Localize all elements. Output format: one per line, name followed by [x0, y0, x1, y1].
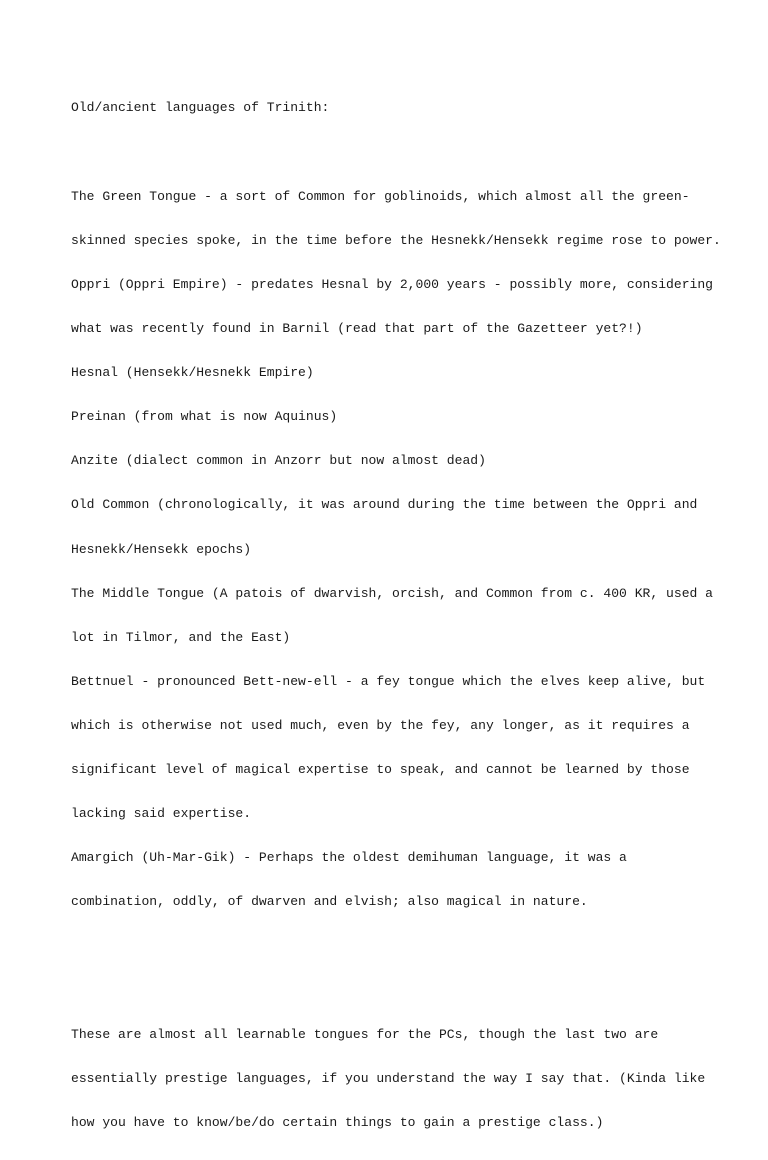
- text-line: [71, 939, 731, 954]
- text-line: The Middle Tongue (A patois of dwarvish, orcish, and Common from c. 400 KR, used a: [71, 585, 714, 601]
- document-body: [71, 72, 731, 1160]
- text-line: combination, oddly, of dwarven and elvish; also magical in nature.: [71, 894, 588, 910]
- text-line: significant level of magical expertise to speak, and cannot be learned by those: [71, 762, 690, 778]
- text-line: essentially prestige languages, if you understand the way I say that. (Kinda like: [71, 1070, 706, 1086]
- text-line: Hesnal (Hensekk/Hesnekk Empire): [71, 365, 314, 381]
- text-line: Preinan (from what is now Aquinus): [71, 409, 338, 425]
- text-line: Amargich (Uh-Mar-Gik) - Perhaps the oldest demihuman language, it was a: [71, 850, 627, 866]
- text-line: how you have to know/be/do certain things to gain a prestige class.): [71, 1114, 604, 1130]
- text-line: lot in Tilmor, and the East): [71, 629, 291, 645]
- text-line: Old/ancient languages of Trinith:: [71, 100, 330, 116]
- text-line: Bettnuel - pronounced Bett-new-ell - a fey tongue which the elves keep alive, but: [71, 673, 706, 689]
- text-line: lacking said expertise.: [71, 806, 252, 822]
- text-line: Hesnekk/Hensekk epochs): [71, 541, 252, 557]
- text-line: skinned species spoke, in the time before the Hesnekk/Hensekk regime rose to power.: [71, 232, 721, 248]
- text-line: which is otherwise not used much, even by the fey, any longer, as it requires a: [71, 717, 690, 733]
- text-line: Old Common (chronologically, it was around during the time between the Oppri and: [71, 497, 698, 513]
- text-line: what was recently found in Barnil (read that part of the Gazetteer yet?!): [71, 320, 643, 336]
- text-line: The Green Tongue - a sort of Common for goblinoids, which almost all the green-: [71, 188, 690, 204]
- text-line: Oppri (Oppri Empire) - predates Hesnal by 2,000 years - possibly more, considering: [71, 276, 714, 292]
- text-line: These are almost all learnable tongues for the PCs, though the last two are: [71, 1026, 659, 1042]
- text-line: Anzite (dialect common in Anzorr but now almost dead): [71, 453, 486, 469]
- text-line: [71, 984, 731, 999]
- text-line: [71, 146, 731, 161]
